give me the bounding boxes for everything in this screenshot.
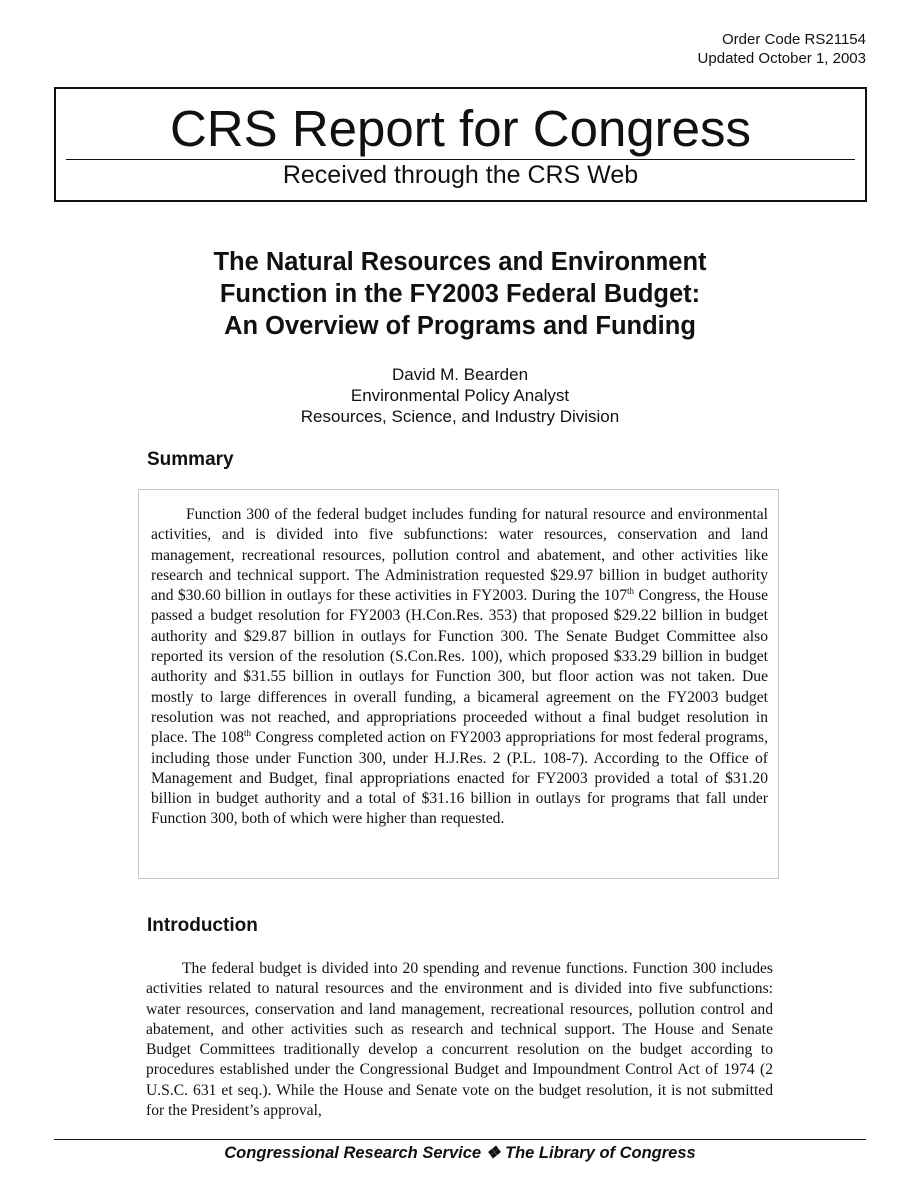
report-title-line: An Overview of Programs and Funding	[224, 312, 696, 340]
summary-text-part: Congress completed action on FY2003 appropriations for most federal programs, including those under Function 300, under H.J.Res. 2 (P.L. 108-7). According to the Office of Management and Budget, final appropriations enacted for FY2003 provided a total of $31.20 billion in budget authority and a total of $31.16 billion in outlays for programs that fall under Function 300, both of which were higher than requested.	[151, 729, 768, 828]
footer-divider	[54, 1139, 866, 1140]
summary-paragraph	[151, 505, 768, 830]
summary-text-part: Function 300 of the federal budget includes funding for natural resource and environmental activities, and is divided into five subfunctions: water resources, conservation and land management, recreational resources, pollution control and abatement, and other activities like research and technical support. The Administration requested $29.97 billion in budget authority and $30.60 billion in outlays for these activities in FY2003. During the 107	[151, 506, 768, 605]
introduction-paragraph: The federal budget is divided into 20 spending and revenue functions. Function 300 includes activities related to natural resources and the environment and is divided into five subfunctions: water resources, conservation and land management, recreational resources, pollution control and abatement, and other activities such as research and technical support. The House and Senate Budget Committees traditionally develop a concurrent resolution on the budget according to procedures established under the Congressional Budget and Impoundment Control Act of 1974 (2 U.S.C. 631 et seq.). While the House and Senate vote on the budget resolution, it is not submitted for the President’s approval,	[146, 960, 773, 1120]
ordinal-suffix: th	[627, 586, 635, 596]
author-title: Environmental Policy Analyst	[350, 386, 570, 405]
summary-heading: Summary	[147, 449, 234, 470]
order-code-block	[698, 30, 866, 68]
report-title-line: Function in the FY2003 Federal Budget:	[219, 280, 701, 308]
report-title	[100, 246, 820, 342]
author-division: Resources, Science, and Industry Division	[300, 407, 620, 426]
summary-box	[138, 489, 779, 879]
footer: Congressional Research Service ❖ The Library of Congress	[224, 1144, 696, 1162]
order-code: Order Code RS21154	[722, 31, 866, 48]
masthead	[54, 87, 867, 202]
author-name: David M. Bearden	[391, 365, 529, 384]
updated-date: Updated October 1, 2003	[697, 50, 866, 67]
masthead-title: CRS Report for Congress	[169, 100, 752, 157]
ordinal-suffix: th	[244, 728, 252, 739]
introduction-heading: Introduction	[147, 915, 258, 936]
report-title-line: The Natural Resources and Environment	[213, 248, 707, 276]
masthead-subtitle: Received through the CRS Web	[282, 161, 639, 189]
summary-text-part: Congress, the House passed a budget resolution for FY2003 (H.Con.Res. 353) that proposed $29.22 billion in budget authority and $29.87 billion in outlays for Function 300. The Senate Budget Committee also reported its version of the resolution (S.Con.Res. 100), which proposed $33.29 billion in budget authority and $31.55 billion in outlays for Function 300, but floor action was not taken. Due mostly to large differences in overall funding, a bicameral agreement on the FY2003 budget resolution was not reached, and appropriations proceeded without a final budget resolution in place. The 108	[151, 587, 768, 747]
author-block	[160, 364, 760, 427]
